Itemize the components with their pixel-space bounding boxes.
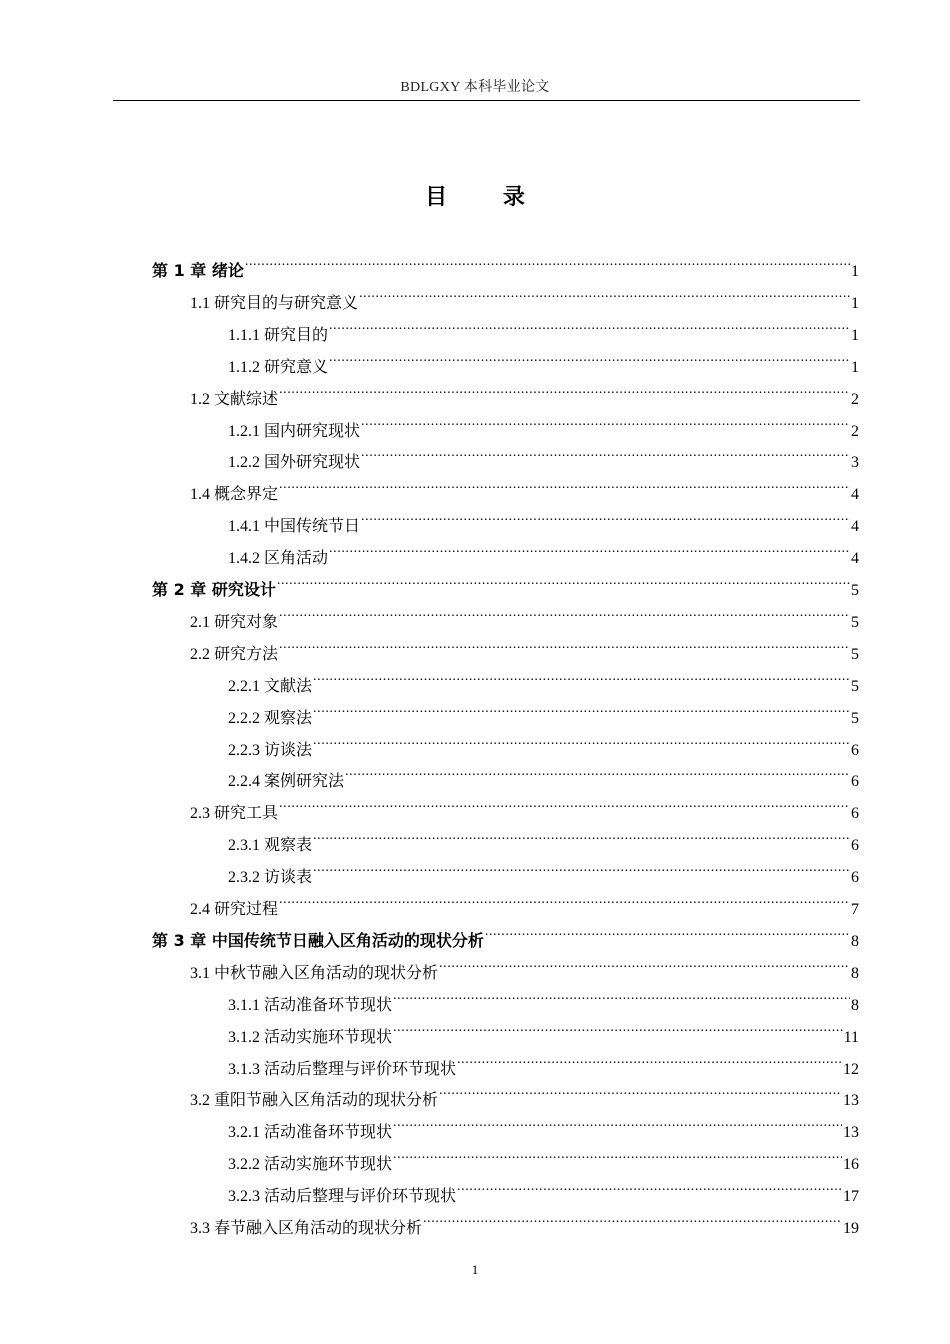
toc-entry[interactable] [228,308,859,344]
toc-dot-leader [313,818,850,850]
toc-entry-title: 2.3.1 观察表 [228,837,313,855]
toc-entry[interactable] [228,850,859,887]
toc-entry[interactable] [228,1169,859,1206]
toc-dot-leader [329,340,850,372]
toc-entry-page: 17 [843,1188,859,1206]
toc-entry-page: 5 [851,677,859,695]
toc-entry-title: 2.3 研究工具 [190,805,279,823]
toc-entry-title: 3.2 重阳节融入区角活动的现状分析 [190,1092,439,1110]
toc-entry-title: 2.2.4 案例研究法 [228,773,345,791]
toc-entry-title: 2.1 研究对象 [190,613,279,631]
toc-dot-leader [393,1010,843,1042]
toc-entry[interactable] [190,1201,859,1237]
toc-dot-leader [423,1201,842,1233]
toc-entry-page: 6 [851,805,859,823]
header-divider [113,100,860,101]
toc-entry[interactable] [228,435,859,472]
toc-entry[interactable] [190,372,859,408]
toc-entry-page: 13 [843,1092,859,1110]
toc-entry-title: 1.2.2 国外研究现状 [228,454,361,472]
page-header: BDLGXY 本科毕业论文 [400,80,550,95]
toc-entry-title: 3.2.3 活动后整理与评价环节现状 [228,1188,457,1206]
toc-entry-page: 5 [851,613,859,631]
toc-entry-title: 2.3.2 访谈表 [228,869,313,887]
toc-entry-page: 8 [851,964,859,982]
toc-entry-title: 第 3 章 中国传统节日融入区角活动的现状分析 [152,930,484,950]
toc-entry-page: 1 [851,326,859,344]
toc-entry-page: 6 [851,741,859,759]
toc-entry[interactable] [190,595,859,631]
toc-entry-title: 2.2 研究方法 [190,645,279,663]
toc-entry-page: 7 [851,901,859,918]
toc-dot-leader [279,467,850,499]
toc-entry[interactable] [190,276,859,312]
toc-dot-leader [313,691,850,723]
toc-entry[interactable] [228,499,859,536]
toc-dot-leader [393,978,850,1010]
toc-entry[interactable] [190,1073,859,1110]
toc-entry-page: 12 [843,1060,859,1078]
toc-entry-title: 3.3 春节融入区角活动的现状分析 [190,1220,423,1237]
toc-dot-leader [361,435,850,467]
toc-entry-title: 2.2.3 访谈法 [228,741,313,759]
toc-entry-page: 5 [851,709,859,727]
toc-entry[interactable] [228,691,859,727]
toc-entry-title: 1.2.1 国内研究现状 [228,422,361,440]
toc-entry-title: 第 1 章 绪论 [152,261,244,280]
toc-entry-page: 3 [851,454,859,472]
toc-dot-leader [329,531,850,563]
toc-entry[interactable] [228,659,859,695]
toc-dot-leader [457,1169,842,1201]
toc-entry-title: 3.1.1 活动准备环节现状 [228,996,393,1014]
toc-dot-leader [359,276,850,308]
toc-entry-chapter[interactable] [152,244,859,280]
toc-dot-leader [279,595,850,627]
toc-entry[interactable] [228,723,859,759]
toc-entry-title: 3.2.2 活动实施环节现状 [228,1156,393,1174]
toc-entry-page: 2 [851,422,859,440]
toc-dot-leader [393,1105,842,1137]
toc-entry[interactable] [228,340,859,376]
toc-dot-leader [439,946,850,978]
toc-entry[interactable] [190,882,859,918]
toc-dot-leader [277,563,850,595]
toc-entry-title: 1.1.2 研究意义 [228,358,329,376]
toc-entry-page: 16 [843,1156,859,1174]
toc-entry-chapter[interactable] [152,563,859,599]
toc-entry-page: 8 [851,932,859,950]
toc-entry-page: 6 [851,869,859,887]
page-number: 1 [471,1262,479,1277]
toc-dot-leader [345,754,850,786]
toc-entry[interactable] [228,1042,859,1078]
toc-entry-page: 4 [851,486,859,504]
toc-entry[interactable] [228,1105,859,1142]
toc-entry-page: 1 [851,294,859,312]
toc-dot-leader [313,850,850,882]
toc-entry-page: 1 [851,263,859,280]
toc-entry-title: 3.1.3 活动后整理与评价环节现状 [228,1060,457,1078]
toc-entry-page: 19 [843,1220,859,1237]
toc-dot-leader [279,882,850,914]
toc-dot-leader [361,499,850,531]
toc-entry-title: 2.2.1 文献法 [228,677,313,695]
toc-dot-leader [245,244,850,276]
toc-entry-title: 第 2 章 研究设计 [152,580,276,599]
toc-entry-page: 6 [851,837,859,855]
toc-dot-leader [313,723,850,755]
toc-dot-leader [279,372,850,404]
toc-entry[interactable] [228,1137,859,1174]
toc-entry-title: 3.2.1 活动准备环节现状 [228,1124,393,1142]
toc-entry-title: 2.2.2 观察法 [228,709,313,727]
toc-entry-page: 4 [851,550,859,568]
toc-entry[interactable] [190,786,859,823]
toc-entry[interactable] [228,531,859,568]
toc-dot-leader [393,1137,842,1169]
toc-entry[interactable] [190,946,859,982]
toc-entry-title: 2.4 研究过程 [190,901,279,918]
toc-entry[interactable] [228,818,859,855]
toc-entry-title: 1.2 文献综述 [190,390,279,408]
toc-entry-page: 2 [851,390,859,408]
toc-entry-page: 4 [851,518,859,536]
toc-entry-page: 1 [851,358,859,376]
toc-entry[interactable] [228,404,859,440]
toc-dot-leader [279,786,850,818]
toc-entry-page: 8 [851,996,859,1014]
toc-entry[interactable] [228,978,859,1014]
toc-entry-chapter[interactable] [152,914,859,950]
toc-entry-title: 1.4.1 中国传统节日 [228,518,361,536]
toc-entry[interactable] [190,627,859,663]
toc-dot-leader [457,1042,842,1074]
toc-entry-title: 1.1 研究目的与研究意义 [190,294,359,312]
toc-entry-title: 1.4.2 区角活动 [228,550,329,568]
toc-dot-leader [329,308,850,340]
toc-entry[interactable] [228,754,859,791]
toc-title: 目 录 [425,185,549,210]
toc-entry-title: 1.1.1 研究目的 [228,326,329,344]
toc-dot-leader [279,627,850,659]
toc-entry-title: 3.1.2 活动实施环节现状 [228,1028,393,1046]
toc-dot-leader [485,914,850,946]
toc-entry-page: 5 [851,645,859,663]
toc-entry-title: 1.4 概念界定 [190,486,279,504]
toc-dot-leader [313,659,850,691]
toc-entry[interactable] [190,467,859,504]
toc-entry-title: 3.1 中秋节融入区角活动的现状分析 [190,964,439,982]
toc-dot-leader [361,404,850,436]
toc-entry-page: 11 [843,1028,859,1046]
toc-entry-page: 5 [851,582,859,599]
toc-entry-page: 6 [851,773,859,791]
toc-dot-leader [439,1073,842,1105]
toc-entry[interactable] [228,1010,859,1046]
toc-entry-page: 13 [843,1124,859,1142]
